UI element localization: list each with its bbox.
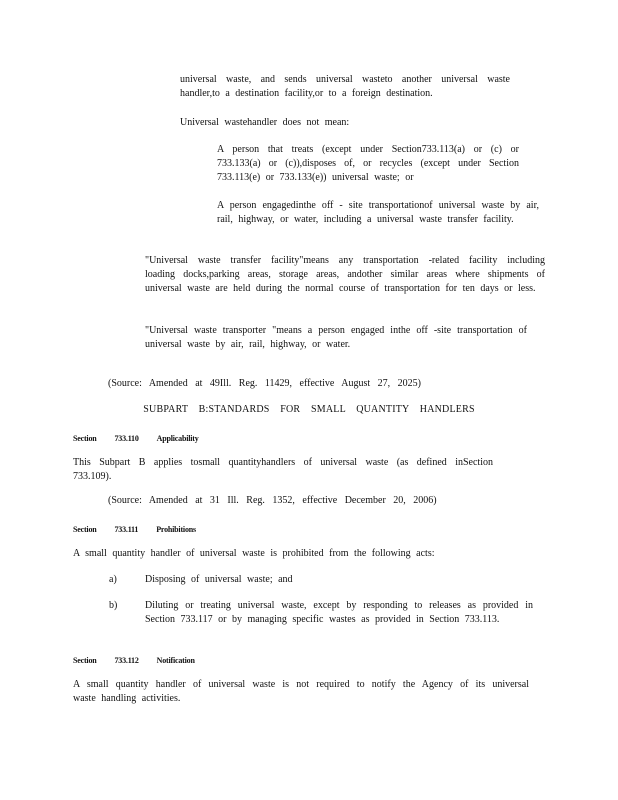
source-note-1: (Source: Amended at 49Ill. Reg. 11429, effective August 27, 2025) — [108, 378, 422, 389]
list-item-text: Diluting or treating universal waste, except by responding to releases as provided in Section 733.117 or by managing specific wastes as provided in Section 733.113. — [145, 600, 533, 625]
paragraph-applicability: This Subpart B applies tosmall quantityhandlers of universal waste (as defined inSection 733.109). — [73, 457, 493, 482]
section-label: Section — [73, 525, 97, 534]
paragraph-exclusion-treats: A person that treats (except under Section733.113(a) or (c) or 733.133(a) or (c)),disposes of, or recycles (except under Section 733.113(e) or 733.133(e)) universal waste; or — [217, 144, 519, 183]
section-label: Section — [73, 656, 97, 665]
section-733-112-heading — [73, 654, 195, 668]
paragraph-exclusion-transport: A person engagedinthe off - site transportationof universal waste by air, rail, highway, or water, including a universal waste transfer facility. — [217, 200, 539, 225]
list-item-text: Disposing of universal waste; and — [145, 574, 293, 585]
list-marker: a) — [109, 574, 117, 585]
paragraph-does-not-mean: Universal wastehandler does not mean: — [180, 117, 350, 128]
subpart-title: SUBPART B:STANDARDS FOR SMALL QUANTITY HANDLERS — [143, 404, 475, 415]
section-733-111-heading — [73, 523, 196, 537]
section-title: Applicability — [156, 434, 199, 443]
list-marker: b) — [109, 600, 118, 611]
section-number: 733.112 — [114, 656, 139, 665]
section-title: Notification — [156, 656, 195, 665]
paragraph-transporter-definition: "Universal waste transporter "means a person engaged inthe off -site transportation of universal waste by air, rail, highway, or water. — [145, 325, 527, 350]
section-number: 733.111 — [114, 525, 139, 534]
section-number: 733.110 — [114, 434, 139, 443]
paragraph-notification: A small quantity handler of universal waste is not required to notify the Agency of its universal waste handling activities. — [73, 679, 529, 704]
paragraph-prohibitions-intro: A small quantity handler of universal waste is prohibited from the following acts: — [73, 548, 435, 559]
list-item-b — [109, 599, 533, 627]
source-note-2: (Source: Amended at 31 Ill. Reg. 1352, effective December 20, 2006) — [108, 495, 437, 506]
paragraph-handler-definition-end: universal waste, and sends universal wasteto another universal waste handler,to a destination facility,or to a foreign destination. — [180, 74, 510, 99]
paragraph-transfer-facility-definition: "Universal waste transfer facility"means any transportation -related facility including loading docks,parking areas, storage areas, andother similar areas where shipments of universal waste are held during the normal course of transportation for ten days or less. — [145, 255, 545, 294]
section-label: Section — [73, 434, 97, 443]
section-title: Prohibitions — [156, 525, 196, 534]
list-item-a — [109, 573, 529, 587]
section-733-110-heading — [73, 432, 199, 446]
